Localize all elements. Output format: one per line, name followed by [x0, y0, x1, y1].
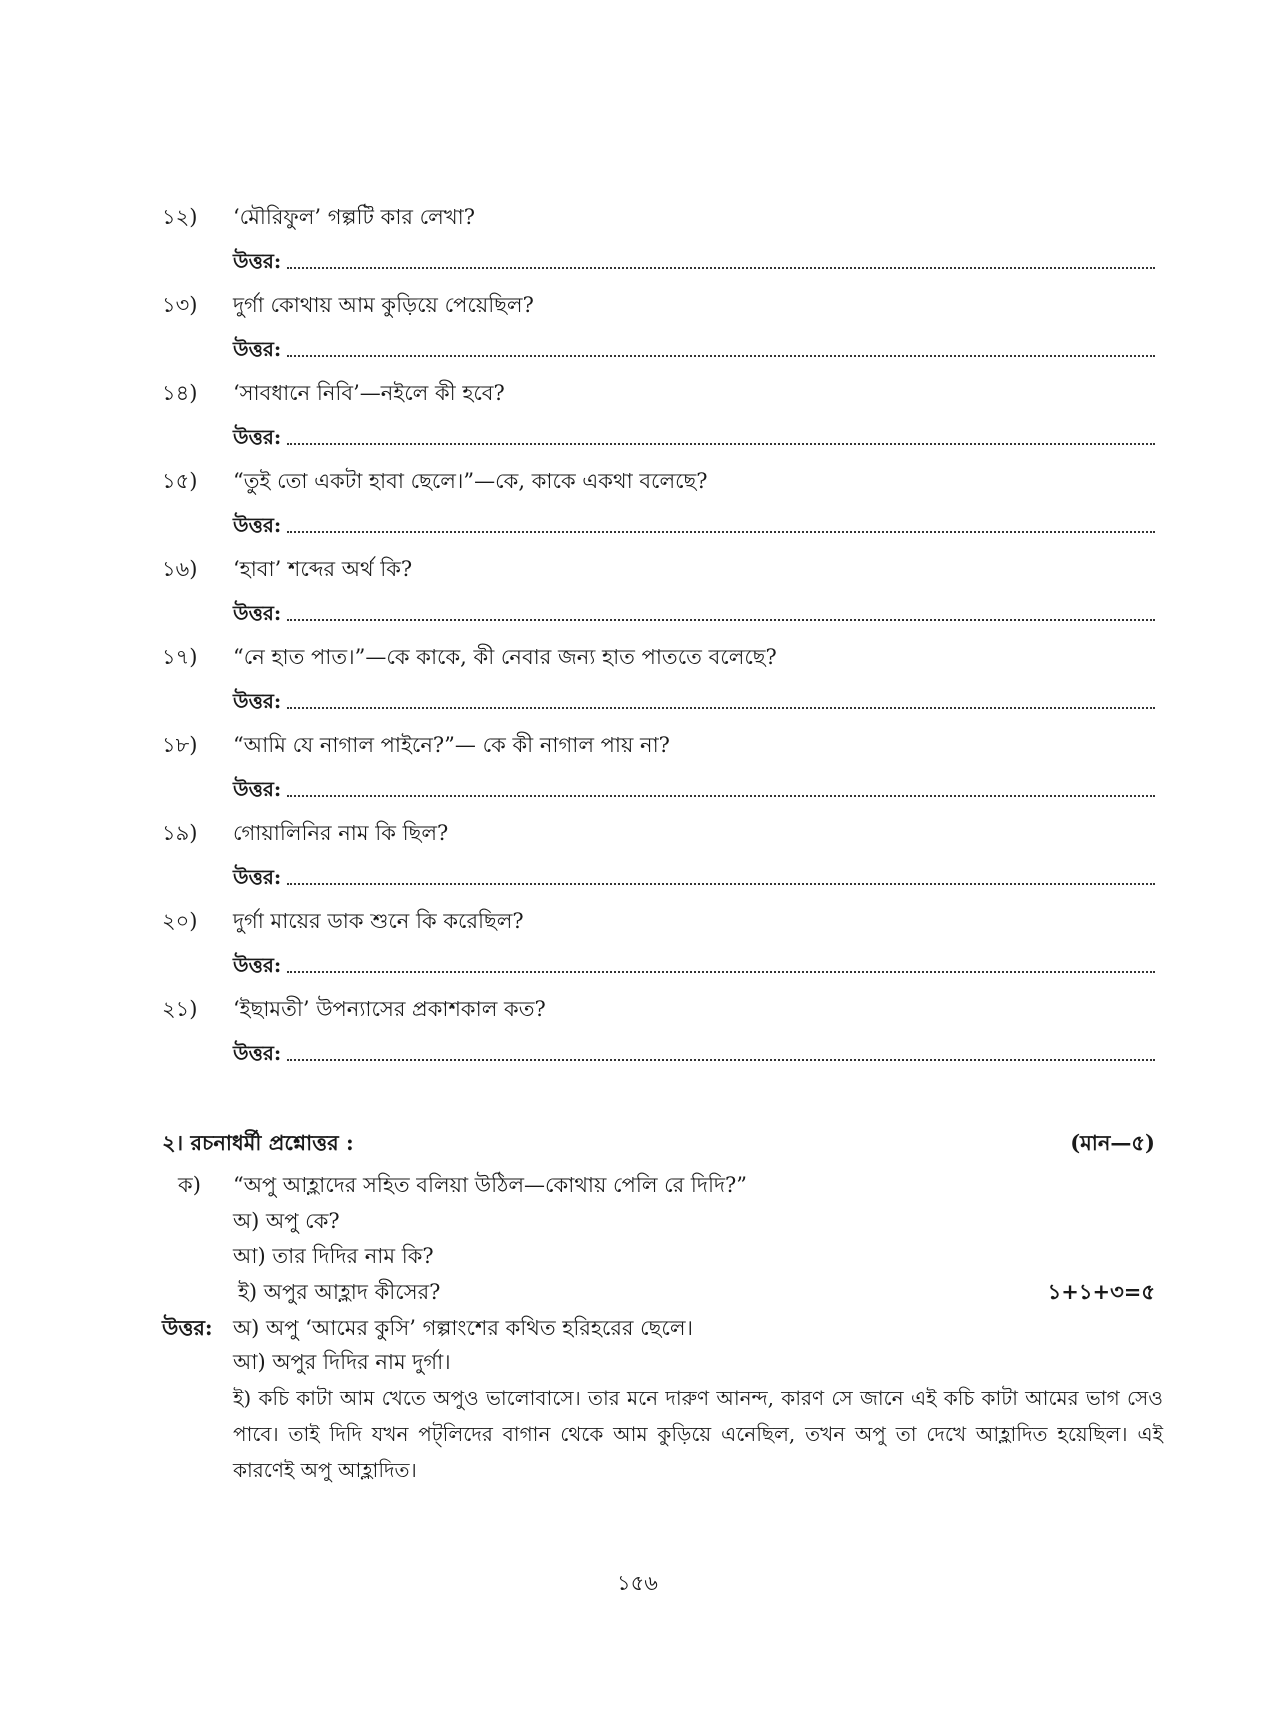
question-part: ই) অপুর আহ্লাদ কীসের? [238, 1280, 441, 1304]
answer-dotted-line [287, 970, 1155, 973]
question-item [0, 994, 1275, 1082]
answer-line[interactable] [233, 774, 1155, 804]
answer-label: উত্তর: [233, 425, 282, 449]
answer-label: উত্তর: [233, 249, 282, 273]
answer-dotted-line [287, 1058, 1155, 1061]
question-number: ২০) [162, 909, 198, 933]
question-part: আ) তার দিদির নাম কি? [233, 1244, 434, 1268]
answer-dotted-line [287, 354, 1155, 357]
answer-dotted-line [287, 618, 1155, 621]
answer-label: উত্তর: [233, 953, 282, 977]
sub-question-quote: “অপু আহ্লাদের সহিত বলিয়া উঠিল—কোথায় পেলি রে দিদি?” [233, 1173, 747, 1197]
answer-paragraph: ই) কচি কাটা আম খেতে অপুও ভালোবাসে। তার মনে দারুণ আনন্দ, কারণ সে জানে এই কচি কাটা আমের ভাগ সেও পাবে। তাই দিদি যখন পট্‌লিদের বাগান থেকে আম কুড়িয়ে এনেছিল, তখন অপু তা দেখে আহ্লাদিত হয়েছিল। এই কারণেই অপু আহ্লাদিত। [233, 1386, 1163, 1482]
answer-line[interactable] [233, 510, 1155, 540]
question-item [0, 554, 1275, 642]
answer-dotted-line [287, 882, 1155, 885]
question-text: “আমি যে নাগাল পাইনে?”— কে কী নাগাল পায় না? [233, 733, 670, 757]
question-item [0, 378, 1275, 466]
answer-part: অ) অপু ‘আমের কুসি’ গল্পাংশের কথিত হরিহরের ছেলে। [233, 1316, 693, 1340]
answer-label: উত্তর: [233, 513, 282, 537]
answer-label: উত্তর: [233, 337, 282, 361]
question-text: ‘হাবা’ শব্দের অর্থ কি? [233, 557, 413, 581]
question-item [0, 202, 1275, 290]
question-text: ‘মৌরিফুল’ গল্পটি কার লেখা? [233, 205, 475, 229]
answer-line[interactable] [233, 950, 1155, 980]
answer-line[interactable] [233, 334, 1155, 364]
question-number: ১৮) [162, 733, 198, 757]
question-number: ১৬) [162, 557, 198, 581]
answer-dotted-line [287, 530, 1155, 533]
question-text: “নে হাত পাত।”—কে কাকে, কী নেবার জন্য হাত পাততে বলেছে? [233, 645, 777, 669]
question-number: ১৯) [162, 821, 198, 845]
question-part: অ) অপু কে? [233, 1209, 340, 1233]
answer-part: আ) অপুর দিদির নাম দুর্গা। [233, 1350, 451, 1374]
question-item [0, 642, 1275, 730]
question-number: ১৭) [162, 645, 198, 669]
answer-dotted-line [287, 706, 1155, 709]
question-item [0, 466, 1275, 554]
question-text: দুর্গা কোথায় আম কুড়িয়ে পেয়েছিল? [233, 293, 534, 317]
marks-breakdown: ১+১+৩=৫ [1047, 1279, 1155, 1304]
question-text: “তুই তো একটা হাবা ছেলে।”—কে, কাকে একথা বলেছে? [233, 469, 708, 493]
answer-line[interactable] [233, 686, 1155, 716]
answer-label: উত্তর: [162, 1315, 213, 1340]
answer-line[interactable] [233, 862, 1155, 892]
answer-line[interactable] [233, 422, 1155, 452]
answer-label: উত্তর: [233, 601, 282, 625]
question-number: ১৪) [162, 381, 198, 405]
answer-dotted-line [287, 266, 1155, 269]
section-marks: (মান—৫) [1070, 1130, 1155, 1155]
page-number: ১৫৬ [617, 1571, 658, 1595]
section-title: ২। রচনাধর্মী প্রশ্নোত্তর : [162, 1130, 354, 1155]
question-item [0, 906, 1275, 994]
question-item [0, 818, 1275, 906]
question-text: ‘সাবধানে নিবি’—নইলে কী হবে? [233, 381, 505, 405]
question-text: গোয়ালিনির নাম কি ছিল? [233, 821, 449, 845]
question-number: ১২) [162, 205, 198, 229]
question-number: ২১) [162, 997, 198, 1021]
answer-label: উত্তর: [233, 865, 282, 889]
answer-line[interactable] [233, 246, 1155, 276]
answer-dotted-line [287, 442, 1155, 445]
answer-label: উত্তর: [233, 689, 282, 713]
question-item [0, 290, 1275, 378]
answer-line[interactable] [233, 1038, 1155, 1068]
answer-label: উত্তর: [233, 777, 282, 801]
question-text: দুর্গা মায়ের ডাক শুনে কি করেছিল? [233, 909, 524, 933]
question-number: ১৩) [162, 293, 198, 317]
answer-label: উত্তর: [233, 1041, 282, 1065]
answer-dotted-line [287, 794, 1155, 797]
question-item [0, 730, 1275, 818]
answer-line[interactable] [233, 598, 1155, 628]
question-text: ‘ইছামতী’ উপন্যাসের প্রকাশকাল কত? [233, 997, 546, 1021]
question-number: ১৫) [162, 469, 198, 493]
sub-question-label: ক) [178, 1173, 201, 1197]
